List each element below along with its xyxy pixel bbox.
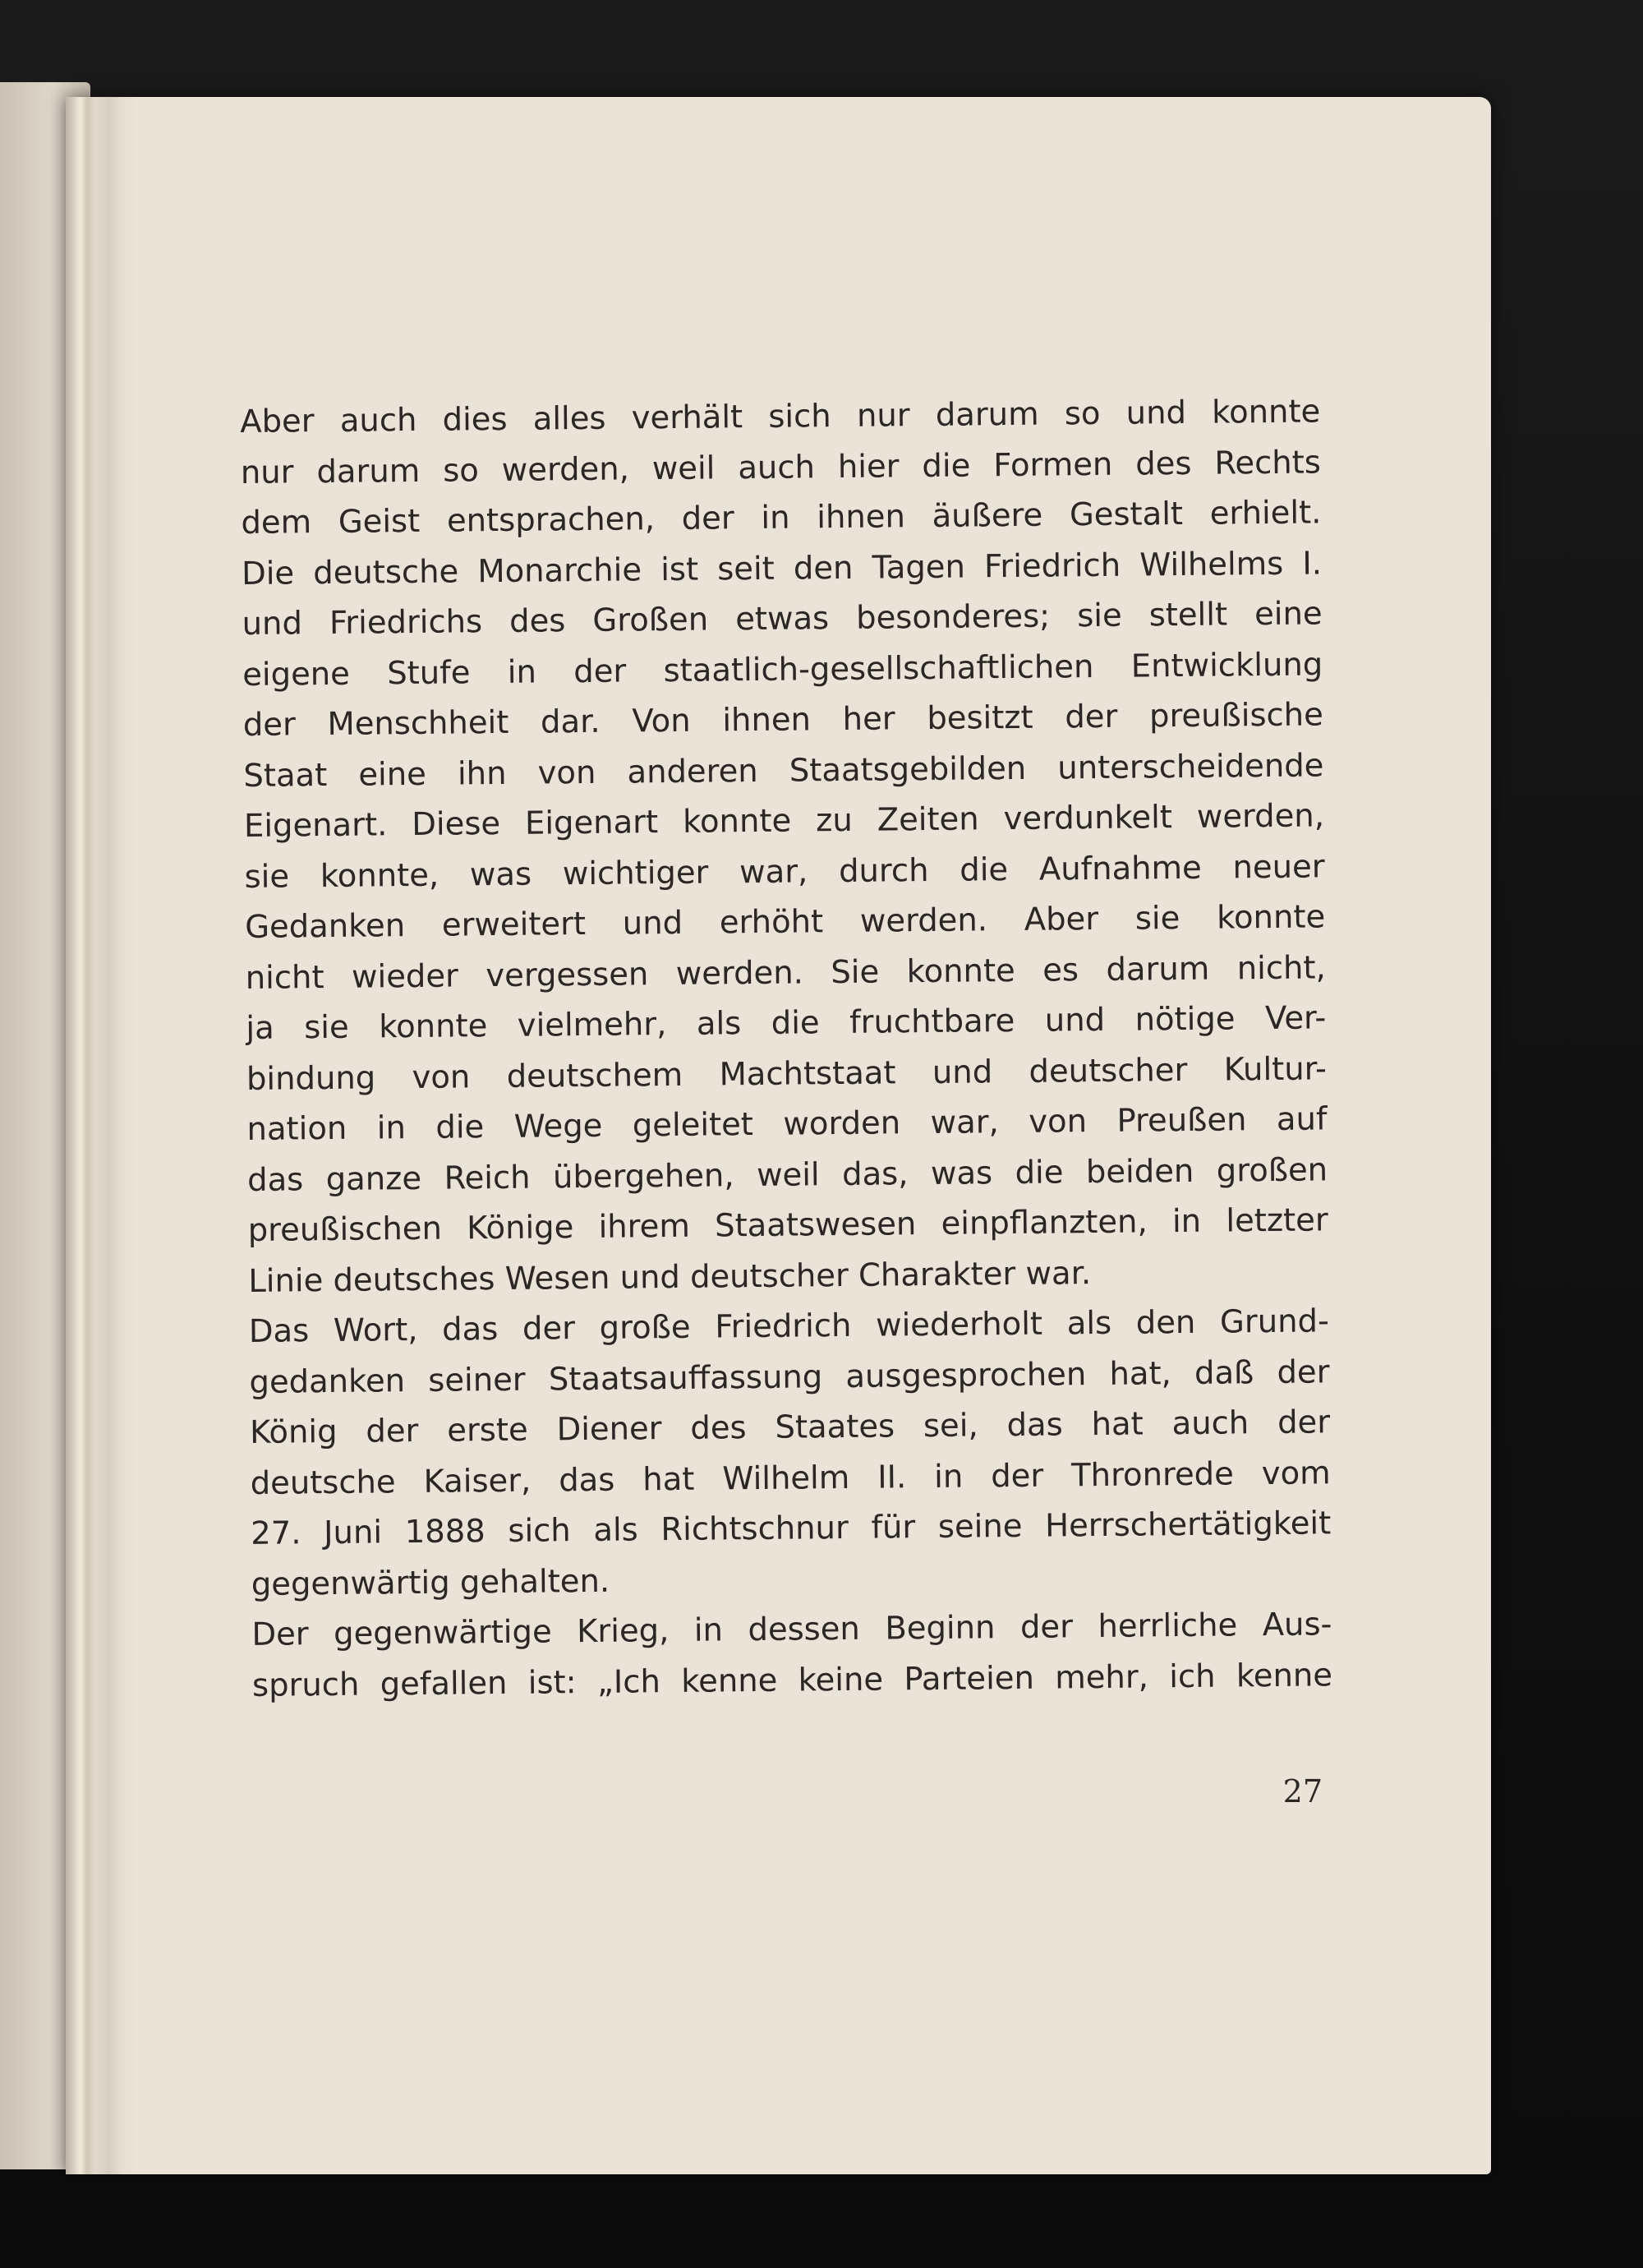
page-binding (66, 97, 138, 2174)
text-line: der Menschheit dar. Von ihnen her besitzt der preußische (242, 696, 1323, 744)
text-line: Eigenart. Diese Eigenart konnte zu Zeiten verdunkelt werden, (243, 797, 1325, 845)
text-line: gedanken seiner Staatsauffassung ausgesprochen hat, daß der (249, 1353, 1330, 1401)
text-line: und Friedrichs des Großen etwas besonderes; sie stellt eine (242, 595, 1323, 643)
text-line: deutsche Kaiser, das hat Wilhelm II. in der Thronrede vom (250, 1454, 1331, 1502)
body-text (240, 386, 1332, 1711)
text-line: bindung von deutschem Machtstaat und deutscher Kultur- (246, 1049, 1328, 1098)
text-line: das ganze Reich übergehen, weil das, was die beiden großen (246, 1150, 1328, 1199)
text-line: nation in die Wege geleitet worden war, von Preußen auf (246, 1100, 1328, 1148)
text-line: preußischen Könige ihrem Staatswesen einpflanzten, in letzter (247, 1201, 1328, 1249)
text-line: Das Wort, das der große Friedrich wiederholt als den Grund- (248, 1302, 1330, 1350)
text-line: dem Geist entsprachen, der in ihnen äußere Gestalt erhielt. (241, 494, 1322, 542)
text-line: König der erste Diener des Staates sei, das hat auch der (249, 1404, 1331, 1451)
text-line: ja sie konnte vielmehr, als die fruchtbare und nötige Ver- (246, 999, 1327, 1047)
text-line: Die deutsche Monarchie ist seit den Tagen Friedrich Wilhelms I. (241, 544, 1323, 592)
text-line: Der gegenwärtige Krieg, in dessen Beginn der herrliche Aus- (251, 1606, 1332, 1653)
text-line: nicht wieder vergessen werden. Sie konnte es darum nicht, (245, 948, 1326, 997)
text-line: spruch gefallen ist: „Ich kenne keine Parteien mehr, ich kenne (251, 1656, 1333, 1704)
book-page (66, 97, 1491, 2174)
text-line: Gedanken erweitert und erhöht werden. Aber sie konnte (244, 898, 1326, 946)
text-line: gegenwärtig gehalten. (251, 1562, 610, 1603)
page-number: 27 (1282, 1773, 1323, 1809)
text-line: Linie deutsches Wesen und deutscher Charakter war. (248, 1254, 1092, 1300)
text-line: Aber auch dies alles verhält sich nur darum so und konnte (240, 393, 1321, 440)
text-line: 27. Juni 1888 sich als Richtschnur für seine Herrschertätigkeit (251, 1505, 1332, 1552)
text-line: eigene Stufe in der staatlich-gesellschaftlichen Entwicklung (242, 645, 1323, 694)
text-line: sie konnte, was wichtiger war, durch die Aufnahme neuer (244, 847, 1325, 896)
text-line: nur darum so werden, weil auch hier die Formen des Rechts (240, 443, 1322, 491)
text-line: Staat eine ihn von anderen Staatsgebilden unterscheidende (243, 746, 1324, 795)
